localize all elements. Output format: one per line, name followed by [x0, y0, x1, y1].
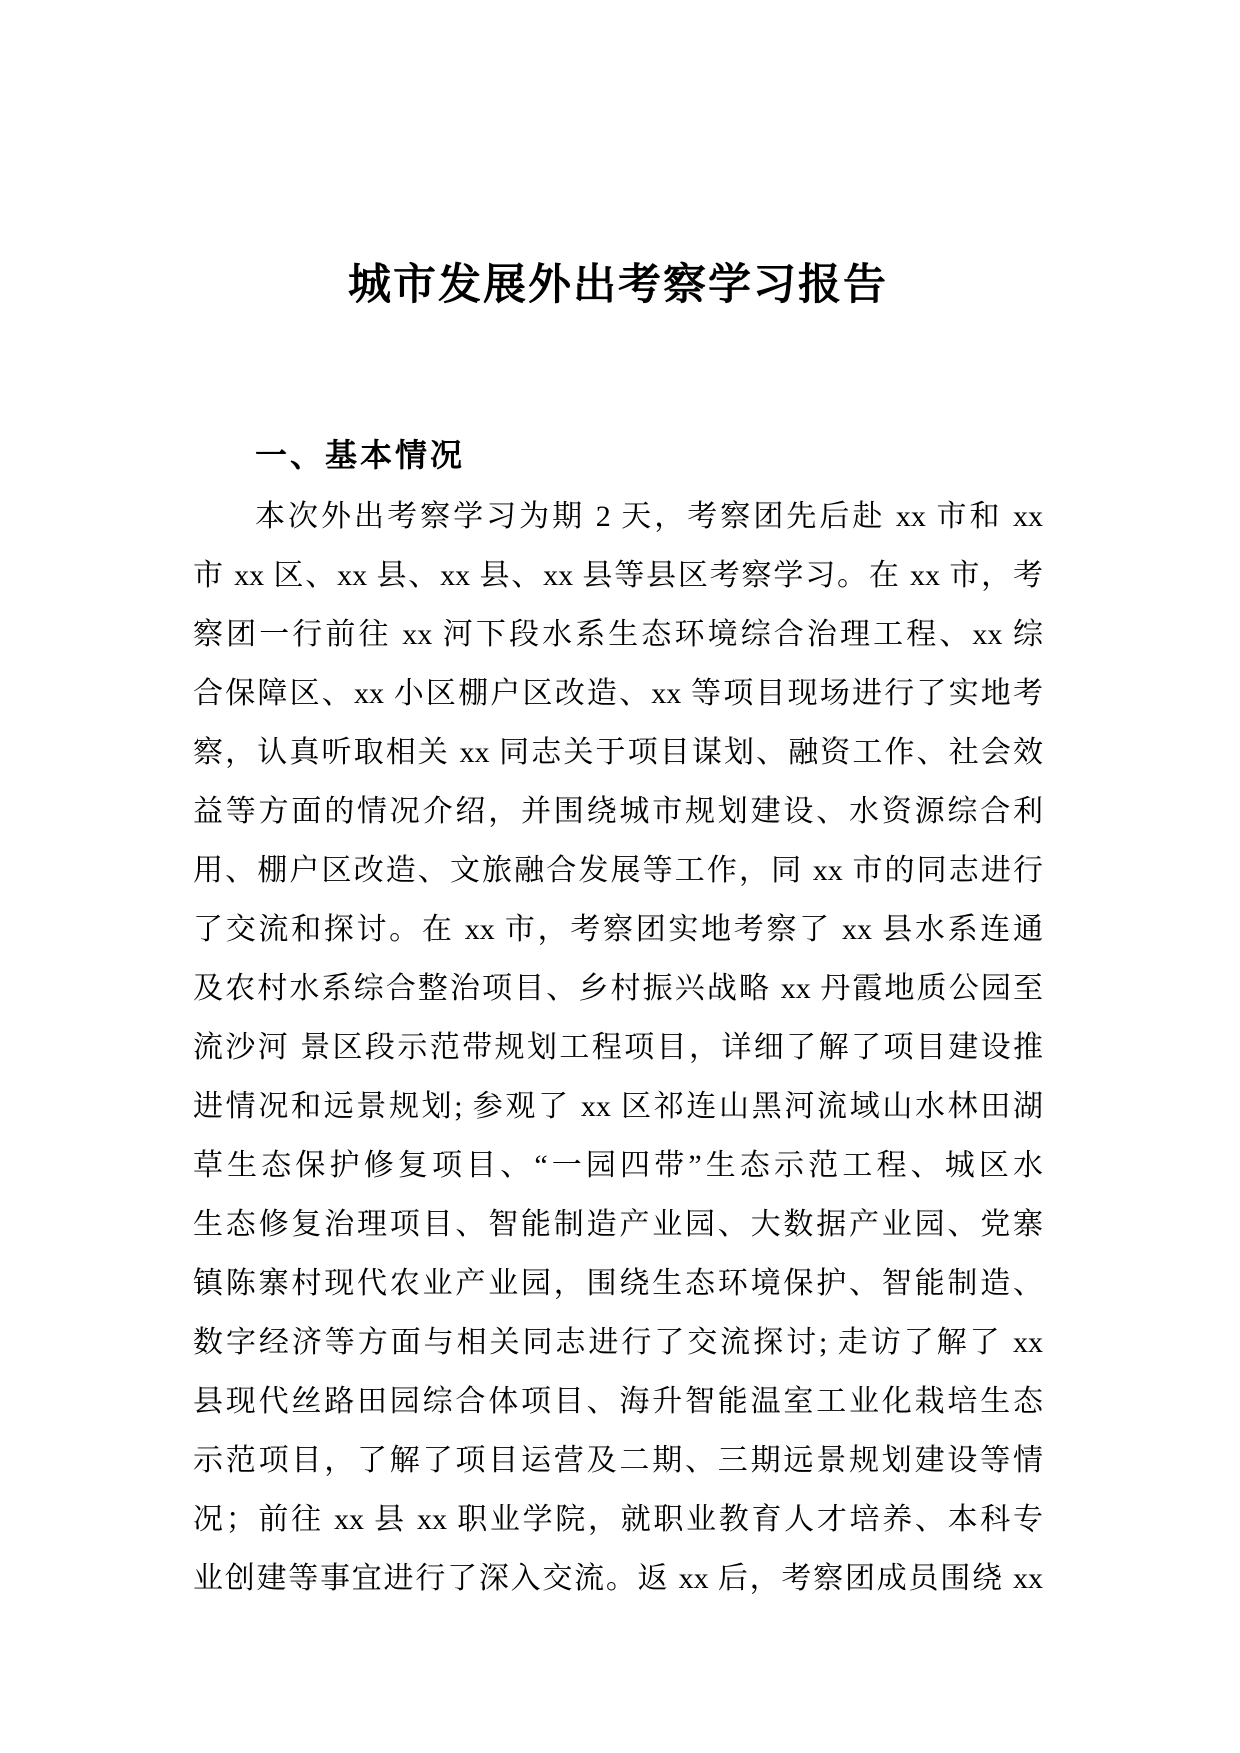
paragraph-line: 数字经济等方面与相关同志进行了交流探讨; 走访了解了 xx: [193, 1326, 1043, 1359]
paragraph-line: 草生态保护修复项目、“一园四带”生态示范工程、城区水: [193, 1149, 1043, 1182]
paragraph-line: 况；前往 xx 县 xx 职业学院，就职业教育人才培养、本科专: [193, 1503, 1043, 1536]
paragraph-line: 了交流和探讨。在 xx 市，考察团实地考察了 xx 县水系连通: [193, 913, 1043, 946]
paragraph-line: 用、棚户区改造、文旅融合发展等工作，同 xx 市的同志进行: [193, 854, 1043, 887]
document-title: 城市发展外出考察学习报告: [348, 261, 888, 309]
paragraph-line: 县现代丝路田园综合体项目、海升智能温室工业化栽培生态: [193, 1385, 1043, 1418]
paragraph-line: 业创建等事宜进行了深入交流。返 xx 后，考察团成员围绕 xx: [193, 1562, 1043, 1595]
paragraph-line: 及农村水系综合整治项目、乡村振兴战略 xx 丹霞地质公园至: [193, 972, 1043, 1005]
paragraph-line: 流沙河 景区段示范带规划工程项目，详细了解了项目建设推: [193, 1031, 1043, 1064]
paragraph-line: 生态修复治理项目、智能制造产业园、大数据产业园、党寨: [193, 1208, 1043, 1241]
section-heading: 一、基本情况: [255, 437, 466, 473]
paragraph-line: 合保障区、xx 小区棚户区改造、xx 等项目现场进行了实地考: [193, 677, 1043, 710]
paragraph-line: 益等方面的情况介绍，并围绕城市规划建设、水资源综合利: [193, 795, 1043, 828]
paragraph-line: 市 xx 区、xx 县、xx 县、xx 县等县区考察学习。在 xx 市，考: [193, 559, 1043, 592]
paragraph-line: 镇陈寨村现代农业产业园，围绕生态环境保护、智能制造、: [193, 1267, 1043, 1300]
paragraph: [193, 487, 1043, 1608]
paragraph-line: 示范项目，了解了项目运营及二期、三期远景规划建设等情: [193, 1444, 1043, 1477]
paragraph-line: 本次外出考察学习为期 2 天，考察团先后赴 xx 市和 xx: [255, 500, 1043, 533]
paragraph-line: 进情况和远景规划; 参观了 xx 区祁连山黑河流域山水林田湖: [193, 1090, 1043, 1123]
paragraph-line: 察团一行前往 xx 河下段水系生态环境综合治理工程、xx 综: [193, 618, 1043, 651]
paragraph-line: 察，认真听取相关 xx 同志关于项目谋划、融资工作、社会效: [193, 736, 1043, 769]
